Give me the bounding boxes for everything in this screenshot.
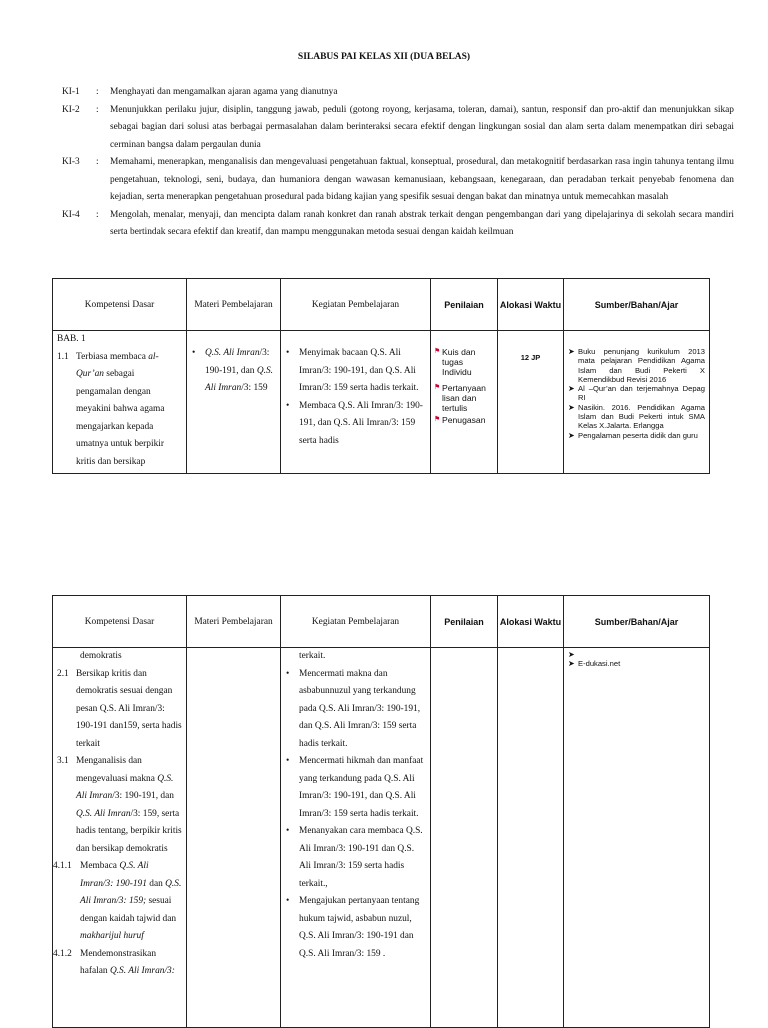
syllabus-table-1 [52,278,710,474]
kd-number: 1.1 [57,351,69,362]
kegiatan-cell [281,331,431,474]
list-item: • Menanyakan cara membaca Q.S. Ali Imran/3: 190-191 dan Q.S. Ali Imran/3: 159 serta hadis terkait., [285,823,426,893]
ki-text: Memahami, menerapkan, menganalisis dan mengevaluasi pengetahuan faktual, konseptual, prosedural, dan metakognitif berdasarkan rasa ingin tahunya tentang ilmu pengetahuan, teknologi, seni, budaya, dan humaniora dengan wawasan kemanusiaan, kebangsaan, kenegaraan, dan peradaban terkait penyebab fenomena dan kejadian, serta menerapkan pengetahuan prosedural pada bidang kajian yang spesifik sesuai dengan bakat dan minatnya untuk memecahkan masalah [110,157,734,202]
alokasi-cell [498,648,564,1028]
sumber-text: Nasikin. 2016. Pendidikan Agama Islam dan Budi Pekerti intuk SMA Kelas X.Jalarta. Erlangga [578,402,705,431]
sumber-text: Pengalaman peserta didik dan guru [578,430,698,440]
materi-cell [187,331,281,474]
kd-text: /3: 190-191, dan [112,791,174,801]
kegiatan-list [285,666,426,964]
list-item: • Mencermati makna dan asbabunnuzul yang terkandung pada Q.S. Ali Imran/3: 190-191, dan Q.S. Ali Imran/3: 159 serta hadis terkait. [285,666,426,754]
ki-item [62,102,734,155]
materi-cell [187,648,281,1028]
ki-code: KI-1 [62,87,80,97]
ki-item [62,154,734,207]
list-item [434,347,494,377]
kd-text-italic: Q.S. Ali Imran/3: 190-191 [80,861,149,889]
penilaian-text: Penugasan [442,415,486,425]
kd-text-italic: Q.S. Ali Imran [76,773,174,801]
header-kegiatan: Kegiatan Pembelajaran [281,279,431,331]
kegiatan-list [285,345,426,450]
arrow-icon: ➤ [568,430,575,440]
ki-colon: : [96,87,99,97]
ki-code: KI-3 [62,157,80,167]
flag-icon: ⚑ [434,416,441,423]
ki-code: KI-2 [62,104,80,115]
kd-number: 4.1.2 [53,948,72,959]
kd-cell [53,648,187,1028]
kd-number: 4.1.1 [53,861,72,871]
sumber-cell [564,648,710,1028]
table-row [53,648,710,1028]
kd-text-italic: Q.S. Ali Imran [76,808,131,819]
list-item: • Mengajukan pertanyaan tentang hukum tajwid, asbabun nuzul, Q.S. Ali Imran/3: 190-191 dan Q.S. Ali Imran/3: 159 . [285,893,426,963]
kegiatan-cell [281,648,431,1028]
list-item [568,347,705,384]
list-item [568,659,705,668]
header-kd: Kompetensi Dasar [53,596,187,648]
ki-list [62,84,734,242]
kd-text: Menganalisis dan mengevaluasi makna [76,756,158,784]
kd-item [53,946,182,981]
materi-text: /3: 190-191, dan [205,348,270,376]
kd-text: sesuai dengan kaidah tajwid dan [80,896,177,924]
header-sumber: Sumber/Bahan/Ajar [564,279,710,331]
header-materi: Materi Pembelajaran [187,279,281,331]
sumber-text: E-dukasi.net [578,659,621,669]
header-kd: Kompetensi Dasar [53,279,187,331]
header-sumber: Sumber/Bahan/Ajar [564,596,710,648]
sumber-text: Al –Qur’an dan terjemahnya Depag RI [578,384,705,403]
kd-item [57,666,182,754]
flag-icon: ⚑ [434,384,441,391]
arrow-icon: ➤ [568,659,575,669]
table-header-row [53,596,710,648]
list-item [568,431,705,440]
list-item [568,384,705,403]
header-alokasi: Alokasi Waktu [498,596,564,648]
table-header-row [53,279,710,331]
kd-text-italic: Q.S. Ali Imran/3: 159; [80,878,182,906]
materi-italic: Q.S. Ali Imran [205,348,260,358]
kd-text: Terbiasa membaca [76,351,149,362]
kd-continuation: demokratis [80,651,122,661]
kd-item [57,349,182,472]
arrow-icon: ➤ [568,384,575,394]
ki-item [62,84,734,102]
kd-text: /3: 159, serta hadis tentang, berpikir kritis dan bersikap demokratis [76,808,182,854]
list-item [191,345,276,398]
kd-text-italic: makharijul huruf [80,931,144,941]
kd-number: 2.1 [57,668,69,679]
ki-code: KI-4 [62,209,80,220]
kd-cell [53,331,187,474]
kd-text-italic: Q.S. Ali Imran/3: [109,966,175,976]
penilaian-text: Pertanyaan lisan dan tertulis [442,383,486,413]
page-title: SILABUS PAI KELAS XII (DUA BELAS) [297,52,471,62]
arrow-icon: ➤ [568,650,575,659]
kd-text: Bersikap kritis dan demokratis sesuai dengan pesan Q.S. Ali Imran/3: 190-191 dan159, serta hadis terkait [76,668,182,749]
header-alokasi: Alokasi Waktu [498,279,564,331]
syllabus-table-2 [52,595,710,1028]
list-item [568,403,705,431]
alokasi-cell [498,331,564,474]
list-item: • Mencermati hikmah dan manfaat yang terkandung pada Q.S. Ali Imran/3: 190-191, dan Q.S. Ali Imran/3: 159 serta hadis terkait. [285,753,426,823]
header-kegiatan: Kegiatan Pembelajaran [281,596,431,648]
ki-colon: : [96,157,99,167]
ki-text: Mengolah, menalar, menyaji, dan mencipta dalam ranah konkret dan ranah abstrak terkait dengan pengembangan dari yang dipelajarinya di sekolah secara mandiri serta bertindak secara efektif dan kreatif, dan mampu menggunakan metoda sesuai dengan kaidah keilmuan [110,209,734,237]
kd-text: sebagai pengamalan dengan meyakini bahwa agama mengajarkan kepada umatnya untuk berpikir kritis dan bersikap [76,369,165,467]
header-penilaian: Penilaian [431,279,498,331]
kegiatan-continuation: terkait. [299,651,326,661]
kd-text: Mendemonstrasikan hafalan [80,948,157,976]
ki-text: Menghayati dan mengamalkan ajaran agama yang dianutnya [110,87,338,97]
ki-item [62,207,734,242]
alokasi-value: 12 JP [520,353,541,362]
header-materi: Materi Pembelajaran [187,596,281,648]
bab-label: BAB. 1 [57,334,86,344]
header-penilaian: Penilaian [431,596,498,648]
materi-text: /3: 159 [241,383,268,393]
kd-number: 3.1 [57,756,69,766]
kd-item [57,753,182,858]
ki-colon: : [96,104,99,115]
penilaian-cell [431,648,498,1028]
list-item [434,415,494,425]
ki-text: Menunjukkan perilaku jujur, disiplin, tanggung jawab, peduli (gotong royong, kerjasama, toleran, damai), santun, responsif dan pro-aktif dan menunjukkan sikap sebagai bagian dari solusi atas berbagai permasalahan dalam berinteraksi secara efektif dengan lingkungan sosial dan alam serta dalam menempatkan diri sebagai cerminan bangsa dalam pergaulan dunia [110,104,734,150]
kd-text: dan [146,878,166,889]
list-item: • Menyimak bacaan Q.S. Ali Imran/3: 190-191, dan Q.S. Ali Imran/3: 159 serta hadis terkait. [285,345,426,398]
flag-icon: ⚑ [434,348,441,355]
kd-text: Membaca [80,861,120,871]
arrow-icon: ➤ [568,402,575,412]
penilaian-cell [431,331,498,474]
materi-italic: Q.S. Ali Imran [205,365,273,393]
ki-colon: : [96,209,99,220]
arrow-icon: ➤ [568,347,575,356]
sumber-cell [564,331,710,474]
kd-text-italic: al-Qur’an [76,351,159,379]
penilaian-text: Kuis dan tugas Individu [442,347,476,377]
table-row [53,331,710,474]
list-item: • Membaca Q.S. Ali Imran/3: 190-191, dan Q.S. Ali Imran/3: 159 serta hadis [285,398,426,451]
list-item [434,383,494,413]
materi-list [191,345,276,398]
list-item [568,650,705,659]
sumber-text: Buku penunjang kurikulum 2013 mata pelajaran Pendidikan Agama Islam dan Budi Pekerti X Kemendikbud Revisi 2016 [578,347,705,384]
kd-item [53,858,182,946]
